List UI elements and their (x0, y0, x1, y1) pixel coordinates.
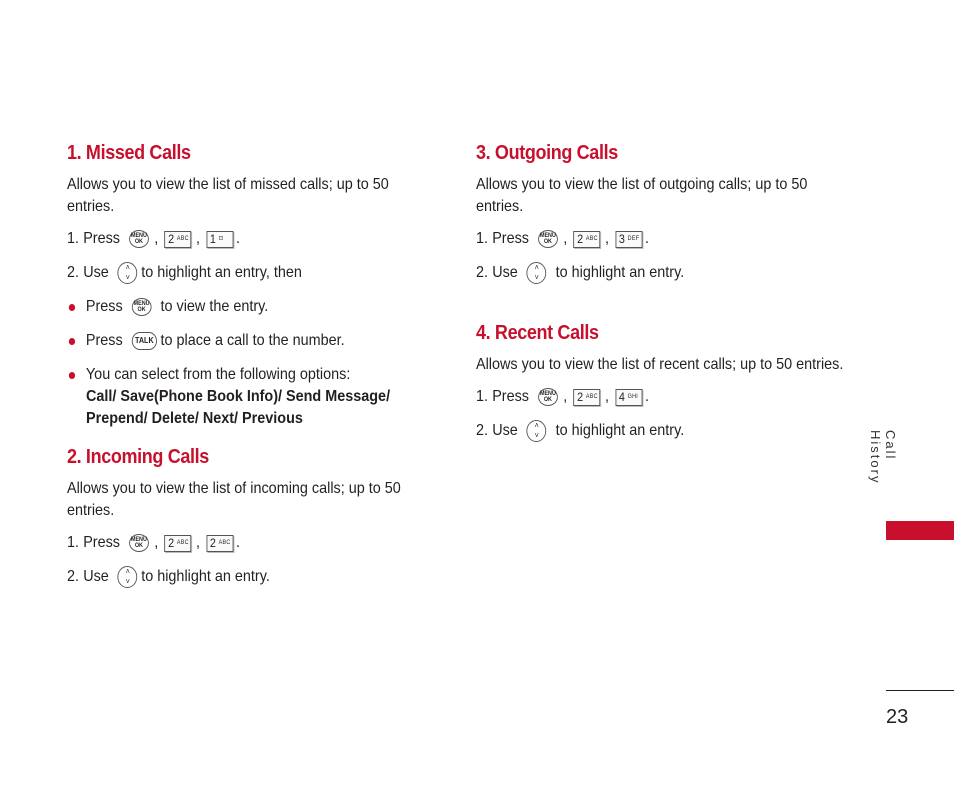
page-number-rule (886, 690, 954, 691)
outgoing-step-2: 2. Use ˄ ˅ to highlight an entry. (476, 263, 685, 282)
menu-ok-key-icon: MENU OK (538, 388, 558, 406)
step-number: 1. (67, 230, 80, 247)
bullet-dot-icon (69, 372, 75, 379)
recent-step-2: 2. Use ˄ ˅ to highlight an entry. (476, 421, 685, 440)
key-2abc-icon: 2 ABC (574, 231, 601, 248)
outgoing-step-1: 1. Press MENU OK , 2 ABC , 3 DEF . (476, 230, 650, 247)
key-2abc-icon: 2 ABC (165, 535, 192, 552)
nav-key-icon: ˄ ˅ (118, 262, 138, 284)
page-number: 23 (886, 706, 909, 728)
missed-step-2: 2. Use ˄ ˅ to highlight an entry, then (67, 263, 302, 282)
missed-calls-description: Allows you to view the list of missed calls; up to 50 entries. (67, 176, 389, 215)
key-4ghi-icon: 4 GHI (615, 389, 642, 406)
recent-step-1: 1. Press MENU OK , 2 ABC , 4 GHI . (476, 388, 650, 405)
missed-bullet-view: Press MENU OK to view the entry. (67, 296, 409, 318)
missed-step-1: 1. Press MENU OK , 2 ABC , 1 ⊡ . (67, 228, 409, 250)
missed-calls-heading: 1. Missed Calls (67, 142, 191, 164)
key-1-voicemail-icon: 1 ⊡ (206, 231, 233, 248)
bullet-dot-icon (69, 304, 75, 311)
nav-key-icon: ˄ ˅ (527, 262, 547, 284)
key-2abc-icon: 2 ABC (206, 535, 233, 552)
bullet-dot-icon (69, 338, 75, 345)
outgoing-calls-heading: 3. Outgoing Calls (476, 142, 618, 164)
options-list-line-2: Prepend/ Delete/ Next/ Previous (86, 410, 303, 427)
incoming-step-2: 2. Use ˄ ˅ to highlight an entry. (67, 567, 270, 586)
step-text: Press (83, 230, 121, 247)
options-list-line-1: Call/ Save(Phone Book Info)/ Send Message/ (86, 388, 391, 405)
right-column (476, 138, 856, 442)
missed-bullet-call: Press TALK to place a call to the number. (67, 330, 409, 352)
recent-calls-description: Allows you to view the list of recent calls; up to 50 entries. (476, 356, 844, 373)
talk-key-icon: TALK (132, 332, 157, 350)
menu-ok-key-icon: MENU OK (129, 534, 149, 552)
missed-bullet-options: You can select from the following options: (67, 364, 409, 386)
incoming-calls-heading: 2. Incoming Calls (67, 446, 209, 468)
left-column (67, 138, 447, 588)
incoming-step-1: 1. Press MENU OK , 2 ABC , 2 ABC . (67, 534, 241, 551)
recent-calls-heading: 4. Recent Calls (476, 322, 599, 344)
key-2abc-icon: 2 ABC (165, 231, 192, 248)
menu-ok-key-icon: MENU OK (538, 230, 558, 248)
nav-key-icon: ˄ ˅ (118, 566, 138, 588)
menu-ok-key-icon: MENU OK (132, 298, 152, 316)
menu-ok-key-icon: MENU OK (129, 230, 149, 248)
chapter-tab-marker (886, 521, 954, 540)
outgoing-calls-description: Allows you to view the list of outgoing calls; up to 50 entries. (476, 176, 808, 215)
chapter-side-label: Call History (868, 430, 898, 485)
key-2abc-icon: 2 ABC (574, 389, 601, 406)
incoming-calls-description: Allows you to view the list of incoming calls; up to 50 entries. (67, 480, 401, 519)
nav-key-icon: ˄ ˅ (527, 420, 547, 442)
key-3def-icon: 3 DEF (615, 231, 642, 248)
